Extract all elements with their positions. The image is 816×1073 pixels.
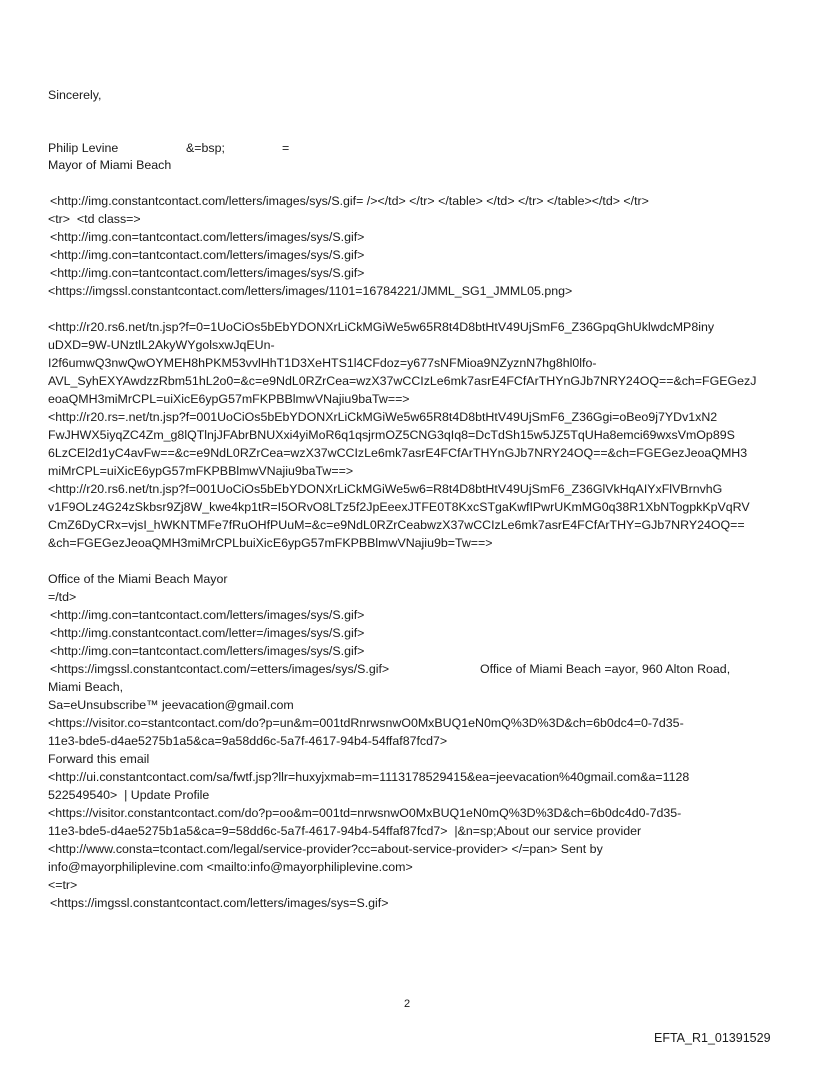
forward-email-label: Forward this email	[48, 752, 150, 766]
tracking-link-line: uDXD=9W-UNztlL2AkyWYgolsxwJqEUn-	[48, 338, 275, 352]
html-fragment-line: <tr> <td class=>	[48, 212, 141, 226]
image-url-line: <http://img.con=tantcontact.com/letters/images/sys/S.gif>	[50, 644, 365, 658]
tracking-link-line: &ch=FGEGezJeoaQMH3miMrCPLbuiXicE6ypG57mFKPBBlmwVNajiu9b=Tw==>	[48, 536, 493, 550]
tracking-link-line: <http://r20.rs=.net/tn.jsp?f=001UoCiOs5bEbYDONXrLiCkMGiWe5w65R8t4D8btHtV49UjSmF6_Z36Ggi=oBeo9j7YDv1xN2	[48, 410, 718, 424]
image-url-line: <http://img.constantcontact.com/letter=/images/sys/S.gif>	[50, 626, 365, 640]
closing-salutation: Sincerely,	[48, 88, 102, 102]
tracking-link-line: eoaQMH3miMrCPL=uiXicE6ypG57mFKPBBlmwVNajiu9baTw==>	[48, 392, 410, 406]
tracking-link-line: I2f6umwQ3nwQwOYMEH8hPKM53vvlHhT1D3XeHTS1l4CFdoz=y677sNFMioa9NZyznN7hg8hl0lfo-	[48, 356, 597, 370]
tracking-link-line: v1F9OLz4G24zSkbsr9Zj8W_kwe4kp1tR=I5ORvO8LTz5f2JpEeexJTFE0T8KxcSTgaKwfIPwrUKmMG0q38R1XbNTogpkKpVqRV	[48, 500, 750, 514]
image-url-line: <https://imgssl.constantcontact.com/letters/images/sys=S.gif>	[50, 896, 389, 910]
unsubscribe-url: <https://visitor.co=stantcontact.com/do?p=un&m=001tdRnrwsnwO0MxBUQ1eN0mQ%3D%3D&ch=6b0dc4=0-7d35-	[48, 716, 684, 730]
sender-email-line: info@mayorphiliplevine.com <mailto:info@mayorphiliplevine.com>	[48, 860, 413, 874]
unsubscribe-line: Sa=eUnsubscribe™ jeevacation@gmail.com	[48, 698, 294, 712]
html-fragment-line: =/td>	[48, 590, 77, 604]
nbsp-artifact: &=bsp;	[186, 141, 225, 155]
forward-url: <http://ui.constantcontact.com/sa/fwtf.jsp?llr=huxyjxmab=m=1113178529415&ea=jeevacation%40gmail.com&a=1128	[48, 770, 690, 784]
page-number: 2	[404, 998, 411, 1010]
signer-title: Mayor of Miami Beach	[48, 158, 172, 172]
equals-artifact: =	[282, 141, 290, 155]
image-url-line: <http://img.con=tantcontact.com/letters/images/sys/S.gif>	[50, 230, 365, 244]
address-city: Miami Beach,	[48, 680, 124, 694]
image-url-line: <http://img.con=tantcontact.com/letters/images/sys/S.gif>	[50, 248, 365, 262]
tracking-link-line: CmZ6DyCRx=vjsI_hWKNTMFe7fRuOHfPUuM=&c=e9NdL0RZrCeabwzX37wCCIzLe6mk7asrE4FCfArTHY=GJb7NRY24OQ==	[48, 518, 745, 532]
update-profile-url: <https://visitor.constantcontact.com/do?p=oo&m=001td=nrwsnwO0MxBUQ1eN0mQ%3D%3D&ch=6b0dc4d0-7d35-	[48, 806, 682, 820]
office-heading: Office of the Miami Beach Mayor	[48, 572, 228, 586]
tracking-link-line: <http://r20.rs6.net/tn.jsp?f=001UoCiOs5bEbYDONXrLiCkMGiWe5w6=R8t4D8btHtV49UjSmF6_Z36GlVkHqAIYxFlVBrnvhG	[48, 482, 723, 496]
signer-name: Philip Levine	[48, 141, 119, 155]
tracking-link-line: <http://r20.rs6.net/tn.jsp?f=0=1UoCiOs5bEbYDONXrLiCkMGiWe5w65R8t4D8btHtV49UjSmF6_Z36GpqGhUklwdcMP8iny	[48, 320, 715, 334]
office-address: Office of Miami Beach =ayor, 960 Alton Road,	[480, 662, 731, 676]
image-url-line: <https://imgssl.constantcontact.com/=etters/images/sys/S.gif>	[50, 662, 390, 676]
service-provider-url: <http://www.consta=tcontact.com/legal/service-provider?cc=about-service-provider> </=pan> Sent by	[48, 842, 603, 856]
tracking-link-line: 6LzCEl2d1yC4avFw==&c=e9NdL0RZrCea=wzX37wCCIzLe6mk7asrE4FCfArTHYnGJb7NRY24OQ==&ch=FGEGezJeoaQMH3	[48, 446, 748, 460]
tracking-link-line: AVL_SyhEXYAwdzzRbm51hL2o0=&c=e9NdL0RZrCea=wzX37wCCIzLe6mk7asrE4FCfArTHYnGJb7NRY24OQ==&ch=FGEGezJ	[48, 374, 757, 388]
unsubscribe-url: 11e3-bde5-d4ae5275b1a5&ca=9a58dd6c-5a7f-4617-94b4-54ffaf87fcd7>	[48, 734, 448, 748]
image-url-line: <https://imgssl.constantcontact.com/letters/images/1101=16784221/JMML_SG1_JMML05.png>	[48, 284, 573, 298]
update-profile-line: 522549540> | Update Profile	[48, 788, 210, 802]
service-provider-line: 11e3-bde5-d4ae5275b1a5&ca=9=58dd6c-5a7f-4617-94b4-54ffaf87fcd7> |&n=sp;About our service provider	[48, 824, 642, 838]
html-fragment-line: <=tr>	[48, 878, 78, 892]
tracking-link-line: FwJHWX5iyqZC4Zm_g8lQTlnjJFAbrBNUXxi4yiMoR6q1qsjrmOZ5CNG3qIq8=DcTdSh15w5JZ5TqUHa8emci69wxsVmOp89S	[48, 428, 735, 442]
document-id: EFTA_R1_01391529	[654, 1031, 771, 1045]
image-url-line: <http://img.con=tantcontact.com/letters/images/sys/S.gif>	[50, 266, 365, 280]
image-url-line: <http://img.constantcontact.com/letters/images/sys/S.gif= /></td> </tr> </table> </td> </tr> </table></td> </tr>	[50, 194, 649, 208]
image-url-line: <http://img.con=tantcontact.com/letters/images/sys/S.gif>	[50, 608, 365, 622]
tracking-link-line: miMrCPL=uiXicE6ypG57mFKPBBlmwVNajiu9baTw==>	[48, 464, 354, 478]
